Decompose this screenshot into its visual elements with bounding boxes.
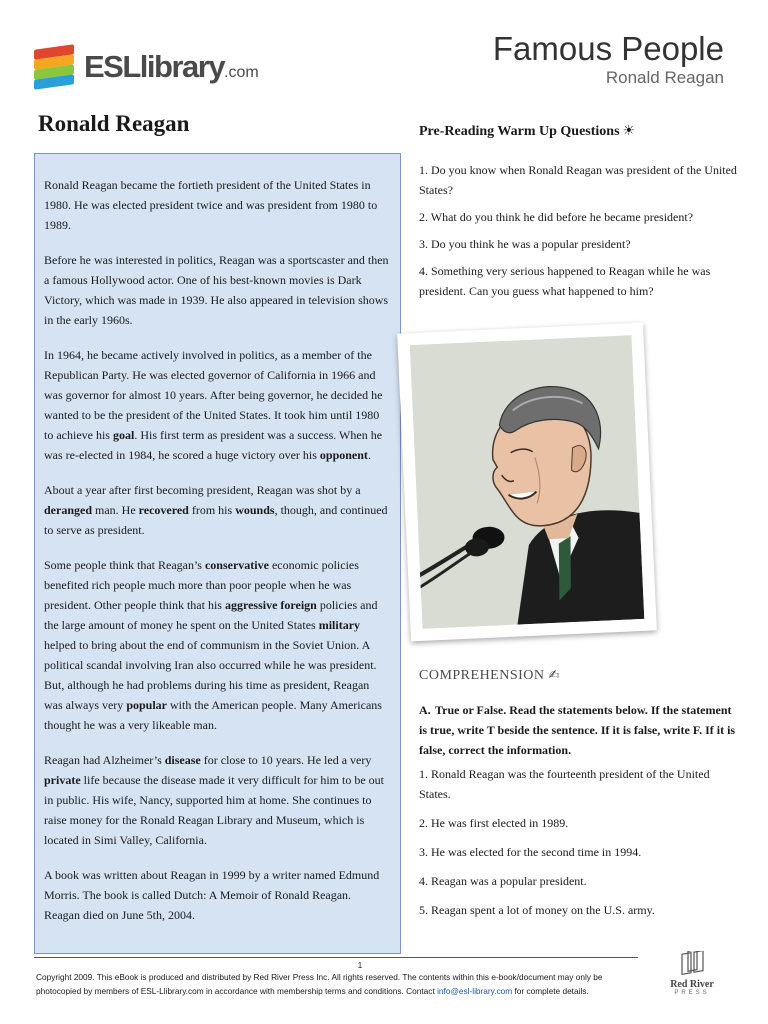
- instruction-text: True or False. Read the statements below. If the statement is true, write T beside the sentence. If it is false, write F. If it is false, correct the information.: [419, 703, 736, 757]
- true-false-list: [419, 764, 739, 929]
- true-false-statement: 1. Ronald Reagan was the fourteenth president of the United States.: [419, 767, 710, 801]
- vocabulary-word: wounds: [235, 503, 275, 517]
- paragraph-text: A book was written about Reagan in 1999 by a writer named Edmund Morris. The book is called Dutch: A Memoir of Ronald Reagan. Reagan died on June 5th, 2004.: [44, 868, 380, 922]
- sun-icon: ☀: [622, 123, 636, 139]
- reagan-portrait-photo: [397, 323, 657, 642]
- footer-divider: [34, 957, 638, 958]
- warmup-question: 2. What do you think he did before he became president?: [419, 210, 694, 224]
- comprehension-instruction: [419, 700, 739, 760]
- reading-paragraph: [44, 750, 390, 850]
- paragraph-text: from his: [188, 503, 236, 517]
- reading-paragraph: [44, 345, 390, 465]
- red-river-book-icon: [678, 951, 706, 977]
- true-false-statement: 4. Reagan was a popular president.: [419, 874, 587, 888]
- instruction-letter: A.: [419, 703, 431, 717]
- vocabulary-word: aggressive foreign: [224, 598, 317, 612]
- vocabulary-word: popular: [126, 698, 167, 712]
- copyright-notice: Copyright 2009. This eBook is produced and distributed by Red River Press Inc. All rights reserved. The contents within this e-book/document may only be photocopied by members of ESL-Llibrary.com in accordance with membership terms and conditions. Contact info@esl-library.com for complete details.: [36, 972, 603, 996]
- pencil-icon: ✍: [548, 668, 560, 683]
- warmup-question: 1. Do you know when Ronald Reagan was president of the United States?: [419, 163, 737, 197]
- page-title: Ronald Reagan: [38, 111, 190, 136]
- esl-library-logo: [34, 44, 259, 90]
- header-title: Famous People: [492, 30, 724, 67]
- reading-paragraph: [44, 865, 390, 925]
- paragraph-text: policies and the large amount of money he spent on the United States: [44, 598, 378, 632]
- warmup-question: 4. Something very serious happened to Reagan while he was president. Can you guess what happened to him?: [419, 264, 711, 298]
- vocabulary-word: conservative: [204, 558, 269, 572]
- contact-email-link[interactable]: info@esl-library.com: [437, 986, 513, 996]
- vocabulary-word: disease: [164, 753, 201, 767]
- paragraph-text: life because the disease made it very difficult for him to be out in public. His wife, Nancy, supported him at home. She continues to raise money for the Ronald Reagan Library and Museum, which is located in Simi Valley, California.: [44, 773, 385, 847]
- warmup-question-list: [419, 160, 739, 308]
- paragraph-text: .: [367, 448, 371, 462]
- paragraph-text: man. He: [92, 503, 139, 517]
- paragraph-text: Reagan had Alzheimer’s: [44, 753, 165, 767]
- warmup-heading: Pre-Reading Warm Up Questions ☀: [419, 123, 636, 139]
- reading-paragraph: [44, 555, 390, 735]
- true-false-statement: 3. He was elected for the second time in 1994.: [419, 845, 642, 859]
- paragraph-text: Before he was interested in politics, Reagan was a sportscaster and then a famous Hollywood actor. One of his best-known movies is Dark Victory, which was made in 1939. He also appeared in television shows in the early 1960s.: [44, 253, 389, 327]
- reading-paragraph: [44, 480, 390, 540]
- paragraph-text: with the American people. Many Americans thought he was a very likeable man.: [44, 698, 382, 732]
- paragraph-text: economic policies benefited rich people much more than poor people when he was president. Other people think that his: [44, 558, 359, 612]
- reading-paragraph: [44, 175, 390, 235]
- vocabulary-word: military: [318, 618, 361, 632]
- vocabulary-word: goal: [112, 428, 135, 442]
- vocabulary-word: opponent: [319, 448, 368, 462]
- paragraph-text: , though, and continued to serve as president.: [44, 503, 388, 537]
- reading-passage: [34, 153, 401, 954]
- paragraph-text: . His first term as president was a success. When he was re-elected in 1984, he scored a huge victory over his: [44, 428, 383, 462]
- vocabulary-word: deranged: [44, 503, 92, 517]
- paragraph-text: In 1964, he became actively involved in politics, as a member of the Republican Party. He was elected governor of California in 1966 and was governor for almost 10 years. After being governor, he decided he wanted to be the president of the United States. It took him until 1980 to achieve his: [44, 348, 383, 442]
- true-false-statement: 5. Reagan spent a lot of money on the U.S. army.: [419, 903, 655, 917]
- book-stack-icon: [34, 45, 78, 89]
- vocabulary-word: recovered: [138, 503, 189, 517]
- reading-paragraph: [44, 250, 390, 330]
- paragraph-text: About a year after first becoming president, Reagan was shot by a: [44, 483, 361, 497]
- comprehension-heading: COMPREHENSION ✍: [419, 668, 560, 683]
- paragraph-text: Some people think that Reagan’s: [44, 558, 205, 572]
- portrait-illustration: [410, 335, 645, 629]
- paragraph-text: for close to 10 years. He led a very: [200, 753, 372, 767]
- warmup-question: 3. Do you think he was a popular president?: [419, 237, 631, 251]
- logo-wordmark: ESLlibrary.com: [84, 49, 259, 84]
- page-number: 1: [357, 961, 363, 970]
- paragraph-text: helped to bring about the end of communism in the Soviet Union. A political scandal involving Iran also occurred while he was president. But, although he had problems during his time as president, Reagan was always very: [44, 638, 377, 712]
- red-river-press-logo: Red River PRESS: [664, 951, 720, 1001]
- paragraph-text: Ronald Reagan became the fortieth president of the United States in 1980. He was elected president twice and was president from 1980 to 1989.: [44, 178, 378, 232]
- header-subtitle: Ronald Reagan: [605, 68, 724, 87]
- true-false-statement: 2. He was first elected in 1989.: [419, 816, 569, 830]
- vocabulary-word: private: [44, 773, 81, 787]
